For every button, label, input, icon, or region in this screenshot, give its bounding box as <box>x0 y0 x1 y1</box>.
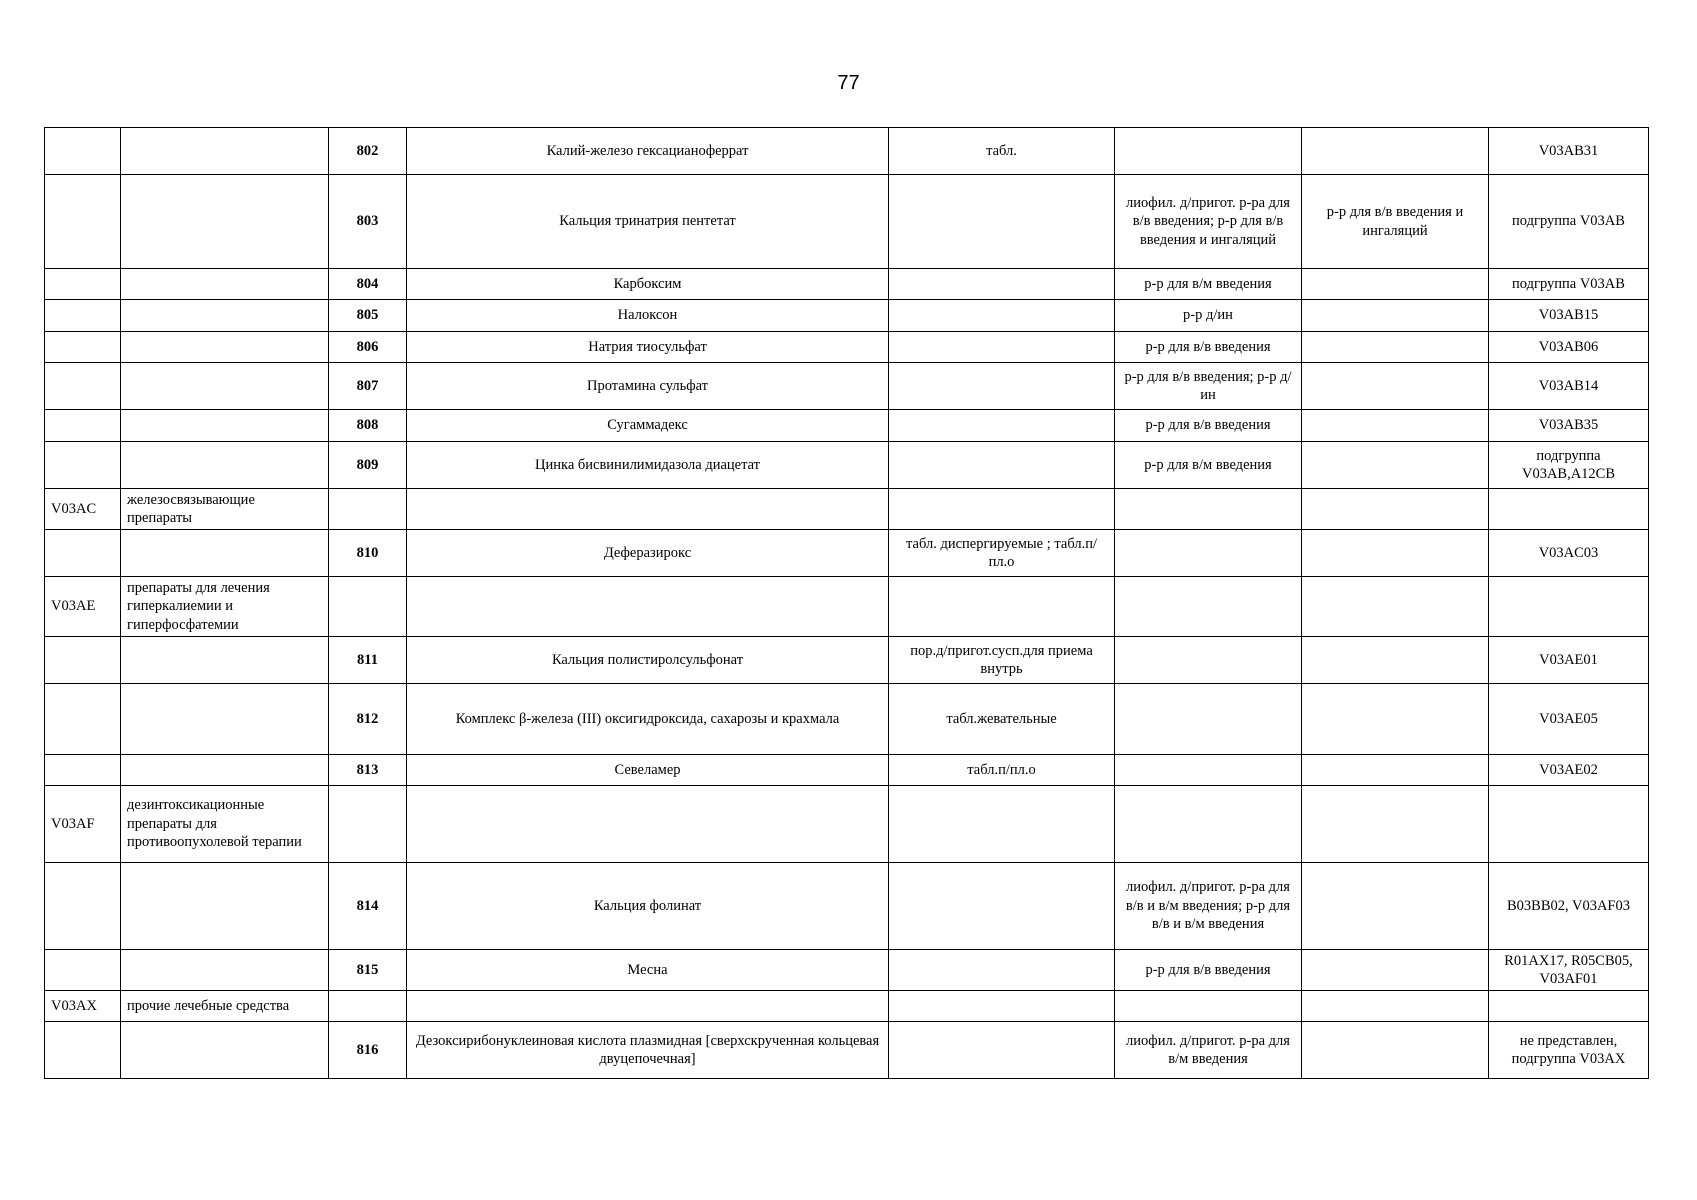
table-row <box>45 442 1649 489</box>
dosage-form-2-cell <box>1115 128 1302 175</box>
atc-reference-cell: не представлен, подгруппа V03AX <box>1489 1021 1649 1078</box>
atc-reference-cell: V03AB15 <box>1489 300 1649 332</box>
table-row <box>45 754 1649 785</box>
dosage-form-3-cell <box>1302 442 1489 489</box>
group-name-cell <box>121 128 329 175</box>
table-row <box>45 269 1649 300</box>
dosage-form-3-cell <box>1302 785 1489 862</box>
dosage-form-2-cell: р-р для в/в введения <box>1115 332 1302 363</box>
row-number-cell: 809 <box>329 442 407 489</box>
atc-code-cell <box>45 128 121 175</box>
row-number-cell: 804 <box>329 269 407 300</box>
group-name-cell <box>121 363 329 410</box>
dosage-form-2-cell <box>1115 489 1302 530</box>
atc-code-cell <box>45 636 121 683</box>
dosage-form-1-cell <box>889 442 1115 489</box>
atc-reference-cell: B03BB02, V03AF03 <box>1489 862 1649 949</box>
group-name-cell <box>121 269 329 300</box>
dosage-form-2-cell <box>1115 683 1302 754</box>
dosage-form-3-cell <box>1302 949 1489 990</box>
table-row <box>45 683 1649 754</box>
drug-name-cell: Дезоксирибонуклеиновая кислота плазмидная [сверхскрученная кольцевая двуцепочечная] <box>407 1021 889 1078</box>
group-name-cell <box>121 862 329 949</box>
row-number-cell: 802 <box>329 128 407 175</box>
group-name-cell <box>121 332 329 363</box>
dosage-form-1-cell <box>889 1021 1115 1078</box>
drug-name-cell: Цинка бисвинилимидазола диацетат <box>407 442 889 489</box>
row-number-cell: 814 <box>329 862 407 949</box>
atc-code-cell: V03AC <box>45 489 121 530</box>
atc-reference-cell <box>1489 577 1649 636</box>
dosage-form-1-cell <box>889 175 1115 269</box>
table-row <box>45 862 1649 949</box>
drug-name-cell <box>407 577 889 636</box>
drug-name-cell: Комплекс β-железа (III) оксигидроксида, сахарозы и крахмала <box>407 683 889 754</box>
group-name-cell: железосвязывающие препараты <box>121 489 329 530</box>
dosage-form-3-cell <box>1302 530 1489 577</box>
atc-code-cell <box>45 862 121 949</box>
dosage-form-2-cell: лиофил. д/пригот. р-ра для в/в введения; р-р для в/в введения и ингаляций <box>1115 175 1302 269</box>
dosage-form-3-cell <box>1302 1021 1489 1078</box>
atc-code-cell: V03AX <box>45 990 121 1021</box>
dosage-form-1-cell <box>889 862 1115 949</box>
dosage-form-1-cell: табл. <box>889 128 1115 175</box>
dosage-form-2-cell <box>1115 577 1302 636</box>
dosage-form-1-cell <box>889 410 1115 442</box>
atc-code-cell <box>45 332 121 363</box>
atc-reference-cell: подгруппа V03AB,A12CB <box>1489 442 1649 489</box>
table-row <box>45 128 1649 175</box>
atc-reference-cell <box>1489 489 1649 530</box>
row-number-cell <box>329 785 407 862</box>
atc-code-cell <box>45 175 121 269</box>
atc-reference-cell: V03AB31 <box>1489 128 1649 175</box>
drug-name-cell: Карбоксим <box>407 269 889 300</box>
dosage-form-3-cell <box>1302 636 1489 683</box>
drug-name-cell: Натрия тиосульфат <box>407 332 889 363</box>
dosage-form-3-cell <box>1302 128 1489 175</box>
table-row <box>45 175 1649 269</box>
atc-code-cell <box>45 269 121 300</box>
group-name-cell <box>121 754 329 785</box>
dosage-form-2-cell <box>1115 754 1302 785</box>
atc-reference-cell <box>1489 785 1649 862</box>
dosage-form-2-cell: лиофил. д/пригот. р-ра для в/м введения <box>1115 1021 1302 1078</box>
row-number-cell: 805 <box>329 300 407 332</box>
dosage-form-3-cell <box>1302 754 1489 785</box>
group-name-cell <box>121 1021 329 1078</box>
dosage-form-2-cell <box>1115 530 1302 577</box>
dosage-form-2-cell: р-р для в/м введения <box>1115 269 1302 300</box>
table-row <box>45 990 1649 1021</box>
atc-reference-cell: R01AX17, R05CB05, V03AF01 <box>1489 949 1649 990</box>
dosage-form-2-cell: р-р для в/в введения <box>1115 410 1302 442</box>
drug-name-cell: Калий-железо гексацианоферрат <box>407 128 889 175</box>
drug-table <box>44 127 1649 1079</box>
group-name-cell <box>121 530 329 577</box>
atc-reference-cell: V03AB14 <box>1489 363 1649 410</box>
dosage-form-1-cell <box>889 489 1115 530</box>
table-row <box>45 489 1649 530</box>
table-row <box>45 363 1649 410</box>
dosage-form-3-cell <box>1302 990 1489 1021</box>
dosage-form-1-cell: табл.жевательные <box>889 683 1115 754</box>
row-number-cell <box>329 489 407 530</box>
atc-reference-cell: V03AC03 <box>1489 530 1649 577</box>
group-name-cell <box>121 442 329 489</box>
atc-reference-cell: подгруппа V03AB <box>1489 175 1649 269</box>
page-number: 77 <box>837 72 860 94</box>
atc-code-cell: V03AF <box>45 785 121 862</box>
dosage-form-3-cell <box>1302 577 1489 636</box>
atc-code-cell <box>45 363 121 410</box>
dosage-form-1-cell <box>889 269 1115 300</box>
dosage-form-1-cell <box>889 785 1115 862</box>
dosage-form-1-cell <box>889 990 1115 1021</box>
table-row <box>45 577 1649 636</box>
row-number-cell: 816 <box>329 1021 407 1078</box>
row-number-cell: 815 <box>329 949 407 990</box>
group-name-cell: препараты для лечения гиперкалиемии и гиперфосфатемии <box>121 577 329 636</box>
drug-name-cell: Налоксон <box>407 300 889 332</box>
dosage-form-1-cell: табл. диспергируемые ; табл.п/пл.о <box>889 530 1115 577</box>
drug-name-cell <box>407 990 889 1021</box>
table-row <box>45 949 1649 990</box>
table-row <box>45 332 1649 363</box>
row-number-cell: 812 <box>329 683 407 754</box>
dosage-form-1-cell <box>889 949 1115 990</box>
group-name-cell: прочие лечебные средства <box>121 990 329 1021</box>
dosage-form-2-cell <box>1115 990 1302 1021</box>
table-body <box>45 128 1649 1079</box>
atc-reference-cell: V03AB35 <box>1489 410 1649 442</box>
drug-name-cell <box>407 785 889 862</box>
drug-name-cell: Кальция полистиролсульфонат <box>407 636 889 683</box>
table-row <box>45 410 1649 442</box>
dosage-form-1-cell: пор.д/пригот.сусп.для приема внутрь <box>889 636 1115 683</box>
dosage-form-3-cell <box>1302 410 1489 442</box>
group-name-cell <box>121 949 329 990</box>
atc-code-cell <box>45 410 121 442</box>
dosage-form-1-cell <box>889 332 1115 363</box>
row-number-cell: 803 <box>329 175 407 269</box>
dosage-form-3-cell <box>1302 683 1489 754</box>
table-row <box>45 530 1649 577</box>
atc-code-cell <box>45 300 121 332</box>
table-row <box>45 785 1649 862</box>
dosage-form-3-cell <box>1302 332 1489 363</box>
drug-name-cell: Деферазирокс <box>407 530 889 577</box>
drug-name-cell: Сугаммадекс <box>407 410 889 442</box>
dosage-form-2-cell: р-р для в/м введения <box>1115 442 1302 489</box>
group-name-cell <box>121 175 329 269</box>
atc-reference-cell: V03AE01 <box>1489 636 1649 683</box>
table-row <box>45 1021 1649 1078</box>
dosage-form-2-cell: лиофил. д/пригот. р-ра для в/в и в/м введения; р-р для в/в и в/м введения <box>1115 862 1302 949</box>
atc-code-cell <box>45 683 121 754</box>
dosage-form-2-cell <box>1115 785 1302 862</box>
dosage-form-1-cell: табл.п/пл.о <box>889 754 1115 785</box>
atc-code-cell <box>45 530 121 577</box>
dosage-form-3-cell <box>1302 862 1489 949</box>
dosage-form-3-cell <box>1302 300 1489 332</box>
drug-name-cell: Протамина сульфат <box>407 363 889 410</box>
table-row <box>45 300 1649 332</box>
row-number-cell <box>329 990 407 1021</box>
group-name-cell <box>121 300 329 332</box>
atc-reference-cell: V03AE02 <box>1489 754 1649 785</box>
dosage-form-1-cell <box>889 300 1115 332</box>
dosage-form-2-cell: р-р для в/в введения; р-р д/ин <box>1115 363 1302 410</box>
dosage-form-1-cell <box>889 577 1115 636</box>
row-number-cell: 811 <box>329 636 407 683</box>
dosage-form-3-cell <box>1302 363 1489 410</box>
group-name-cell <box>121 410 329 442</box>
row-number-cell <box>329 577 407 636</box>
drug-name-cell <box>407 489 889 530</box>
drug-name-cell: Месна <box>407 949 889 990</box>
group-name-cell <box>121 683 329 754</box>
atc-code-cell <box>45 442 121 489</box>
atc-code-cell <box>45 754 121 785</box>
atc-reference-cell <box>1489 990 1649 1021</box>
row-number-cell: 813 <box>329 754 407 785</box>
row-number-cell: 808 <box>329 410 407 442</box>
atc-code-cell: V03AE <box>45 577 121 636</box>
table-row <box>45 636 1649 683</box>
atc-reference-cell: подгруппа V03AB <box>1489 269 1649 300</box>
atc-code-cell <box>45 949 121 990</box>
dosage-form-3-cell: р-р для в/в введения и ингаляций <box>1302 175 1489 269</box>
group-name-cell <box>121 636 329 683</box>
drug-name-cell: Кальция фолинат <box>407 862 889 949</box>
dosage-form-3-cell <box>1302 269 1489 300</box>
atc-reference-cell: V03AB06 <box>1489 332 1649 363</box>
dosage-form-2-cell <box>1115 636 1302 683</box>
drug-name-cell: Кальция тринатрия пентетат <box>407 175 889 269</box>
row-number-cell: 806 <box>329 332 407 363</box>
dosage-form-3-cell <box>1302 489 1489 530</box>
dosage-form-1-cell <box>889 363 1115 410</box>
dosage-form-2-cell: р-р д/ин <box>1115 300 1302 332</box>
group-name-cell: дезинтоксикационные препараты для противоопухолевой терапии <box>121 785 329 862</box>
dosage-form-2-cell: р-р для в/в введения <box>1115 949 1302 990</box>
row-number-cell: 807 <box>329 363 407 410</box>
drug-name-cell: Севеламер <box>407 754 889 785</box>
atc-reference-cell: V03AE05 <box>1489 683 1649 754</box>
atc-code-cell <box>45 1021 121 1078</box>
row-number-cell: 810 <box>329 530 407 577</box>
